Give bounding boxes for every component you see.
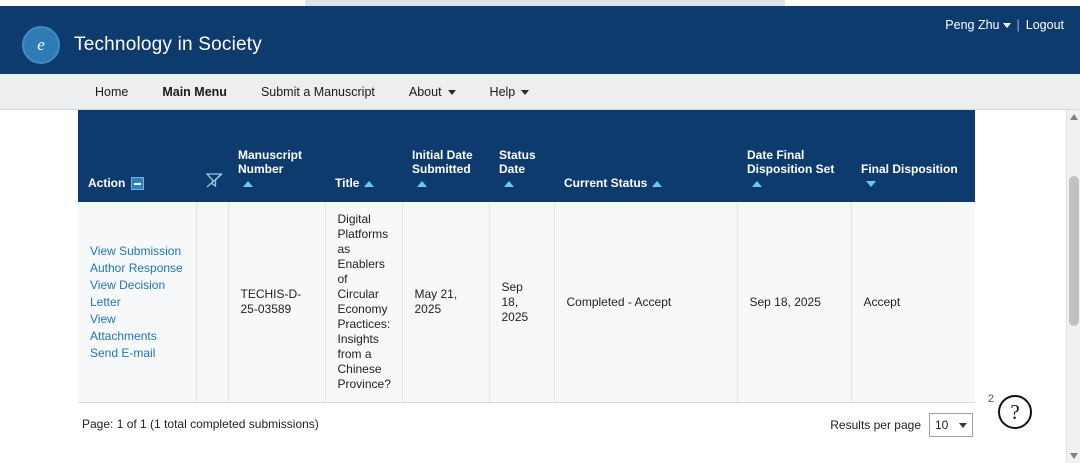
user-menu-area [945, 18, 1064, 32]
nav-item-about[interactable] [392, 74, 473, 110]
results-per-page-value: 10 [935, 418, 949, 432]
sort-descending-icon [866, 181, 876, 187]
cell-manuscript-number: TECHIS-D-25-03589 [228, 202, 325, 403]
chevron-down-icon [448, 90, 456, 95]
nav-item-main-menu[interactable] [145, 74, 244, 110]
cell-date-final-disposition-set: Sep 18, 2025 [737, 202, 851, 403]
nav-item-help-label: Help [489, 85, 516, 99]
scrollbar-thumb[interactable] [1069, 176, 1079, 326]
nav-item-about-label: About [408, 85, 442, 99]
submissions-grid [78, 110, 975, 403]
sort-ascending-icon [364, 181, 374, 187]
view-submission-link[interactable]: View Submission [90, 243, 182, 258]
view-attachments-link[interactable]: View Attachments [90, 311, 157, 343]
view-decision-letter-link[interactable]: View Decision Letter [90, 277, 166, 309]
action-minus-box-icon[interactable] [131, 177, 144, 190]
sort-ascending-icon [417, 181, 427, 187]
page-scrollbar[interactable] [1066, 110, 1080, 463]
column-header-final-disposition[interactable] [851, 110, 975, 202]
user-name-menu[interactable] [945, 18, 1010, 32]
column-header-action-label: Action [88, 175, 126, 190]
filter-icon[interactable] [206, 173, 222, 187]
column-header-current-status[interactable] [554, 110, 737, 202]
column-header-filter[interactable] [196, 110, 228, 202]
header-separator: | [1016, 18, 1020, 32]
chevron-down-icon [1003, 23, 1011, 28]
column-header-initial-date-submitted-label: Initial Date Submitted [412, 148, 473, 176]
column-header-status-date[interactable] [489, 110, 554, 202]
sort-ascending-icon [652, 181, 662, 187]
column-header-initial-date-submitted[interactable] [402, 110, 489, 202]
column-header-title[interactable] [325, 110, 402, 202]
column-header-title-label: Title [335, 176, 360, 190]
column-header-final-disposition-label: Final Disposition [861, 162, 958, 176]
cell-current-status: Completed - Accept [554, 202, 737, 403]
results-per-page-control [830, 413, 973, 437]
nav-item-help[interactable] [473, 74, 547, 110]
cell-status-date: Sep 18, 2025 [489, 202, 554, 403]
column-header-manuscript-number[interactable] [228, 110, 325, 202]
column-header-date-final-disposition-set[interactable] [737, 110, 851, 202]
send-email-link[interactable]: Send E-mail [90, 345, 156, 360]
cell-title: Digital Platforms as Enablers of Circular Economy Practices: Insights from a Chinese Province? [325, 202, 402, 403]
column-header-action[interactable] [78, 110, 196, 202]
scroll-up-arrow-icon[interactable] [1070, 114, 1078, 120]
chevron-down-icon [959, 423, 967, 428]
grid-header-row [78, 110, 975, 202]
nav-item-submit-manuscript-label: Submit a Manuscript [260, 85, 375, 99]
author-response-link[interactable]: Author Response [90, 260, 183, 275]
question-mark-icon: ? [1010, 399, 1020, 424]
help-button[interactable] [998, 395, 1032, 429]
grid-footer [78, 407, 975, 447]
journal-logo-text: e [37, 35, 45, 54]
results-per-page-select[interactable] [929, 413, 973, 437]
results-per-page-label: Results per page [830, 418, 921, 432]
nav-item-submit-manuscript[interactable] [244, 74, 392, 110]
page-title: Technology in Society [74, 34, 262, 55]
site-header [0, 6, 1080, 74]
journal-logo [22, 26, 60, 64]
table-row [78, 202, 975, 403]
nav-item-main-menu-label: Main Menu [162, 85, 227, 99]
page-info-text: Page: 1 of 1 (1 total completed submissions) [82, 417, 319, 431]
row-filter-cell [196, 202, 228, 403]
column-header-status-date-label: Status Date [499, 148, 536, 176]
row-action-links [78, 202, 196, 403]
corner-number-label: 2 [987, 393, 994, 405]
nav-item-home-label: Home [95, 85, 129, 99]
user-name-label: Peng Zhu [945, 18, 1000, 32]
column-header-current-status-label: Current Status [564, 176, 648, 190]
logout-link[interactable]: Logout [1025, 18, 1064, 32]
sort-ascending-icon [752, 181, 762, 187]
chevron-down-icon [521, 90, 529, 95]
column-header-date-final-disposition-set-label: Date Final Disposition Set [747, 148, 835, 176]
scroll-down-arrow-icon[interactable] [1070, 453, 1078, 459]
cell-final-disposition: Accept [851, 202, 975, 403]
nav-item-home[interactable] [78, 74, 145, 110]
column-header-manuscript-number-label: Manuscript Number [238, 148, 303, 176]
cell-initial-date-submitted: May 21, 2025 [402, 202, 489, 403]
sort-ascending-icon [243, 181, 253, 187]
main-navigation [0, 74, 1080, 110]
sort-ascending-icon [504, 181, 514, 187]
